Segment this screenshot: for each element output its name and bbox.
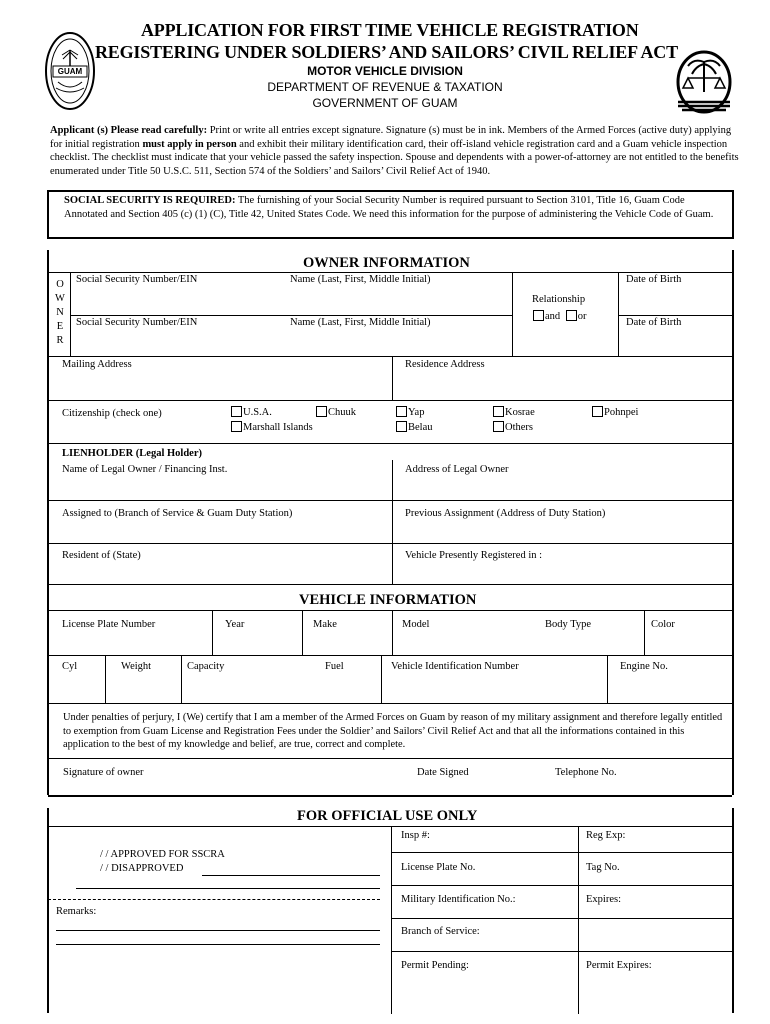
telephone-label: Telephone No. bbox=[555, 767, 617, 778]
official-divider-1 bbox=[391, 826, 392, 1014]
make-label: Make bbox=[313, 619, 337, 630]
citizenship-kosrae[interactable] bbox=[493, 406, 535, 418]
citizenship-usa-label: U.S.A. bbox=[243, 407, 272, 418]
vehicle-header-rule bbox=[48, 610, 732, 611]
owner-row-divider bbox=[70, 315, 512, 316]
vehicle-divider-7 bbox=[381, 655, 382, 703]
official-row-rule-2 bbox=[391, 885, 732, 886]
relationship-label: Relationship bbox=[532, 294, 586, 305]
owner-side-label bbox=[54, 278, 66, 348]
assignment-top-rule bbox=[48, 500, 732, 501]
government-name: GOVERNMENT OF GUAM bbox=[312, 96, 458, 110]
cyl-label: Cyl bbox=[62, 661, 78, 672]
form-title-line2: REGISTERING UNDER SOLDIERS’ AND SAILORS’ CIVIL RELIEF ACT bbox=[95, 42, 678, 62]
disapproved-line bbox=[202, 875, 380, 876]
official-line-1 bbox=[76, 888, 380, 889]
citizenship-pohnpei-label: Pohnpei bbox=[604, 407, 639, 418]
form-left-border bbox=[47, 250, 49, 795]
license-plate-label: License Plate Number bbox=[62, 619, 156, 630]
ssn-notice-lead: SOCIAL SECURITY IS REQUIRED: bbox=[64, 195, 236, 206]
address-divider bbox=[392, 356, 393, 400]
citizenship-kosrae-label: Kosrae bbox=[505, 407, 535, 418]
vehicle-registered-label: Vehicle Presently Registered in : bbox=[405, 550, 543, 561]
vehicle-divider-6 bbox=[181, 655, 182, 703]
legal-owner-label: Name of Legal Owner / Financing Inst. bbox=[62, 464, 228, 475]
citizenship-pohnpei[interactable] bbox=[592, 406, 638, 418]
vehicle-divider-2 bbox=[302, 610, 303, 655]
remarks-line-2 bbox=[56, 944, 380, 945]
seal-text: GUAM bbox=[57, 67, 83, 76]
official-divider-2 bbox=[578, 826, 579, 1014]
citizenship-marshall-islands[interactable] bbox=[231, 421, 313, 433]
citizenship-chuuk-label: Chuuk bbox=[328, 407, 357, 418]
official-row-rule-3 bbox=[391, 918, 732, 919]
assigned-to-label: Assigned to (Branch of Service & Guam Duty Station) bbox=[62, 508, 293, 519]
branch-of-service-label: Branch of Service: bbox=[401, 926, 480, 937]
permit-pending-label: Permit Pending: bbox=[401, 960, 469, 971]
color-label: Color bbox=[651, 619, 675, 630]
owner2-ssn-label: Social Security Number/EIN bbox=[76, 317, 198, 328]
form-right-border bbox=[732, 250, 734, 795]
year-label: Year bbox=[225, 619, 245, 630]
owner-section-title: OWNER INFORMATION bbox=[303, 255, 470, 271]
form-title-line1: APPLICATION FOR FIRST TIME VEHICLE REGISTRATION bbox=[141, 20, 639, 40]
previous-assignment-label: Previous Assignment (Address of Duty Station) bbox=[405, 508, 606, 519]
relationship-or-label: or bbox=[577, 311, 587, 322]
remarks-label: Remarks: bbox=[56, 906, 97, 917]
permit-expires-label: Permit Expires: bbox=[586, 960, 652, 971]
owner1-ssn-label: Social Security Number/EIN bbox=[76, 274, 198, 285]
official-section-title: FOR OFFICIAL USE ONLY bbox=[297, 808, 478, 824]
form-bottom-rule bbox=[48, 795, 732, 797]
certification-top-rule bbox=[48, 703, 732, 704]
lienholder-heading: LIENHOLDER (Legal Holder) bbox=[62, 448, 203, 459]
fuel-label: Fuel bbox=[325, 661, 344, 672]
license-plate-no-label: License Plate No. bbox=[401, 862, 476, 873]
citizenship-chuuk-checkbox[interactable] bbox=[316, 406, 327, 417]
citizenship-belau[interactable] bbox=[396, 421, 433, 433]
relationship-and-label: and bbox=[545, 311, 561, 322]
resident-of-label: Resident of (State) bbox=[62, 550, 141, 561]
citizenship-usa-checkbox[interactable] bbox=[231, 406, 242, 417]
instructions-text1: Print or write all entries except signature. Signature (s) must be in ink. Members of the Armed Forces (active duty) applying for initial registration bbox=[50, 125, 732, 150]
legal-owner-address-label: Address of Legal Owner bbox=[405, 464, 509, 475]
citizenship-marshall-checkbox[interactable] bbox=[231, 421, 242, 432]
vehicle-divider-5 bbox=[105, 655, 106, 703]
citizenship-belau-label: Belau bbox=[408, 422, 433, 433]
citizenship-yap-checkbox[interactable] bbox=[396, 406, 407, 417]
insp-label: Insp #: bbox=[401, 830, 430, 841]
owner-side-divider bbox=[70, 272, 71, 356]
vehicle-divider-8 bbox=[607, 655, 608, 703]
relationship-right-divider bbox=[618, 272, 619, 356]
expires-label: Expires: bbox=[586, 894, 621, 905]
relationship-left-divider bbox=[512, 272, 513, 356]
instructions-bold: must apply in person bbox=[142, 138, 237, 150]
relationship-options bbox=[533, 310, 587, 322]
model-label: Model bbox=[402, 619, 430, 630]
signature-label: Signature of owner bbox=[63, 767, 144, 778]
citizenship-marshall-label: Marshall Islands bbox=[243, 422, 313, 433]
weight-label: Weight bbox=[121, 661, 152, 672]
instructions-lead: Applicant (s) Please read carefully: bbox=[50, 125, 208, 136]
vehicle-divider-4 bbox=[644, 610, 645, 655]
instructions-text2: and exhibit their military identification card, their off-island vehicle registration card and a Guam vehicle inspection checklist. The checklist must indicate that your vehicle passed the safety inspection. Spouse and dependents with a power-of-attorney are not entitled to the benefits enumerated under Title 50 U.S.C. 511, Section 574 of the Soldiers’ and Sailors’ Civil Relief Act of 1940. bbox=[50, 138, 739, 177]
vehicle-divider-1 bbox=[212, 610, 213, 655]
ssn-notice-text: The furnishing of your Social Security Number is required pursuant to Section 3101, Title 16, Guam Code Annotated and Section 405 (c) (1) (C), Title 42, United States Code. We need this information for the purpose of administering the Vehicle Code of Guam. bbox=[64, 195, 714, 220]
official-row-rule-1 bbox=[391, 852, 732, 853]
citizenship-others-checkbox[interactable] bbox=[493, 421, 504, 432]
date-signed-label: Date Signed bbox=[417, 767, 469, 778]
official-header-rule bbox=[48, 826, 732, 827]
owner-top-rule bbox=[48, 272, 732, 273]
owner-letter-w: W bbox=[55, 293, 65, 304]
citizenship-belau-checkbox[interactable] bbox=[396, 421, 407, 432]
vehicle-divider-3 bbox=[392, 610, 393, 655]
owner1-dob-label: Date of Birth bbox=[626, 274, 682, 285]
remarks-line-1 bbox=[56, 930, 380, 931]
palm-scales-logo-icon bbox=[674, 48, 734, 118]
ssn-notice bbox=[64, 194, 724, 221]
citizenship-top-rule bbox=[48, 400, 732, 401]
mailing-top-rule bbox=[48, 356, 732, 357]
citizenship-kosrae-checkbox[interactable] bbox=[493, 406, 504, 417]
tag-no-label: Tag No. bbox=[586, 862, 620, 873]
vin-label: Vehicle Identification Number bbox=[391, 661, 519, 672]
official-right-border bbox=[732, 808, 734, 1013]
lienholder-top-rule bbox=[48, 443, 732, 444]
citizenship-yap-label: Yap bbox=[408, 407, 425, 418]
disapproved: / / DISAPPROVED bbox=[100, 863, 184, 874]
owner-letter-n: N bbox=[56, 307, 64, 318]
military-id-label: Military Identification No.: bbox=[401, 894, 516, 905]
official-dashed-line bbox=[48, 899, 380, 900]
vehicle-row-rule bbox=[48, 655, 732, 656]
residence-address-label: Residence Address bbox=[405, 359, 485, 370]
citizenship-others[interactable] bbox=[493, 421, 533, 433]
engine-no-label: Engine No. bbox=[620, 661, 668, 672]
citizenship-pohnpei-checkbox[interactable] bbox=[592, 406, 603, 417]
capacity-label: Capacity bbox=[187, 661, 225, 672]
division-name: MOTOR VEHICLE DIVISION bbox=[307, 64, 463, 78]
vehicle-top-rule bbox=[48, 584, 732, 585]
relationship-or-checkbox[interactable] bbox=[566, 310, 577, 321]
lienholder-divider bbox=[392, 460, 393, 584]
certification-statement: Under penalties of perjury, I (We) certify that I am a member of the Armed Forces on Guam by reason of my military assignment and therefore legally entitled to exemption from Guam License and Registration Fees under the Soldier’ and Sailors’ Civil Relief Act and that all the informations contained in this application to the best of my knowledge and belief, are true, correct and complete. bbox=[63, 712, 723, 750]
owner-letter-e: E bbox=[56, 321, 64, 332]
revenue-taxation-logo bbox=[674, 48, 734, 118]
citizenship-usa[interactable] bbox=[231, 406, 272, 418]
approved-sscra: / / APPROVED FOR SSCRA bbox=[100, 849, 225, 860]
owner2-name-label: Name (Last, First, Middle Initial) bbox=[290, 317, 431, 328]
body-type-label: Body Type bbox=[545, 619, 592, 630]
reg-exp-label: Reg Exp: bbox=[586, 830, 626, 841]
vehicle-section-title: VEHICLE INFORMATION bbox=[299, 592, 477, 608]
citizenship-chuuk[interactable] bbox=[316, 406, 356, 418]
citizenship-others-label: Others bbox=[505, 422, 533, 433]
owner-letter-r: R bbox=[56, 335, 64, 346]
official-row-rule-4 bbox=[391, 951, 732, 952]
resident-top-rule bbox=[48, 543, 732, 544]
owner-letter-o: O bbox=[56, 279, 64, 290]
relationship-and-checkbox[interactable] bbox=[533, 310, 544, 321]
applicant-instructions bbox=[50, 124, 740, 178]
owner2-dob-label: Date of Birth bbox=[626, 317, 682, 328]
official-left-border bbox=[47, 808, 49, 1013]
citizenship-yap[interactable] bbox=[396, 406, 424, 418]
owner1-name-label: Name (Last, First, Middle Initial) bbox=[290, 274, 431, 285]
guam-seal bbox=[44, 30, 96, 112]
signature-top-rule bbox=[48, 758, 732, 759]
citizenship-label: Citizenship (check one) bbox=[62, 408, 162, 419]
mailing-address-label: Mailing Address bbox=[62, 359, 132, 370]
department-name: DEPARTMENT OF REVENUE & TAXATION bbox=[267, 80, 503, 94]
owner-dob-divider bbox=[618, 315, 732, 316]
